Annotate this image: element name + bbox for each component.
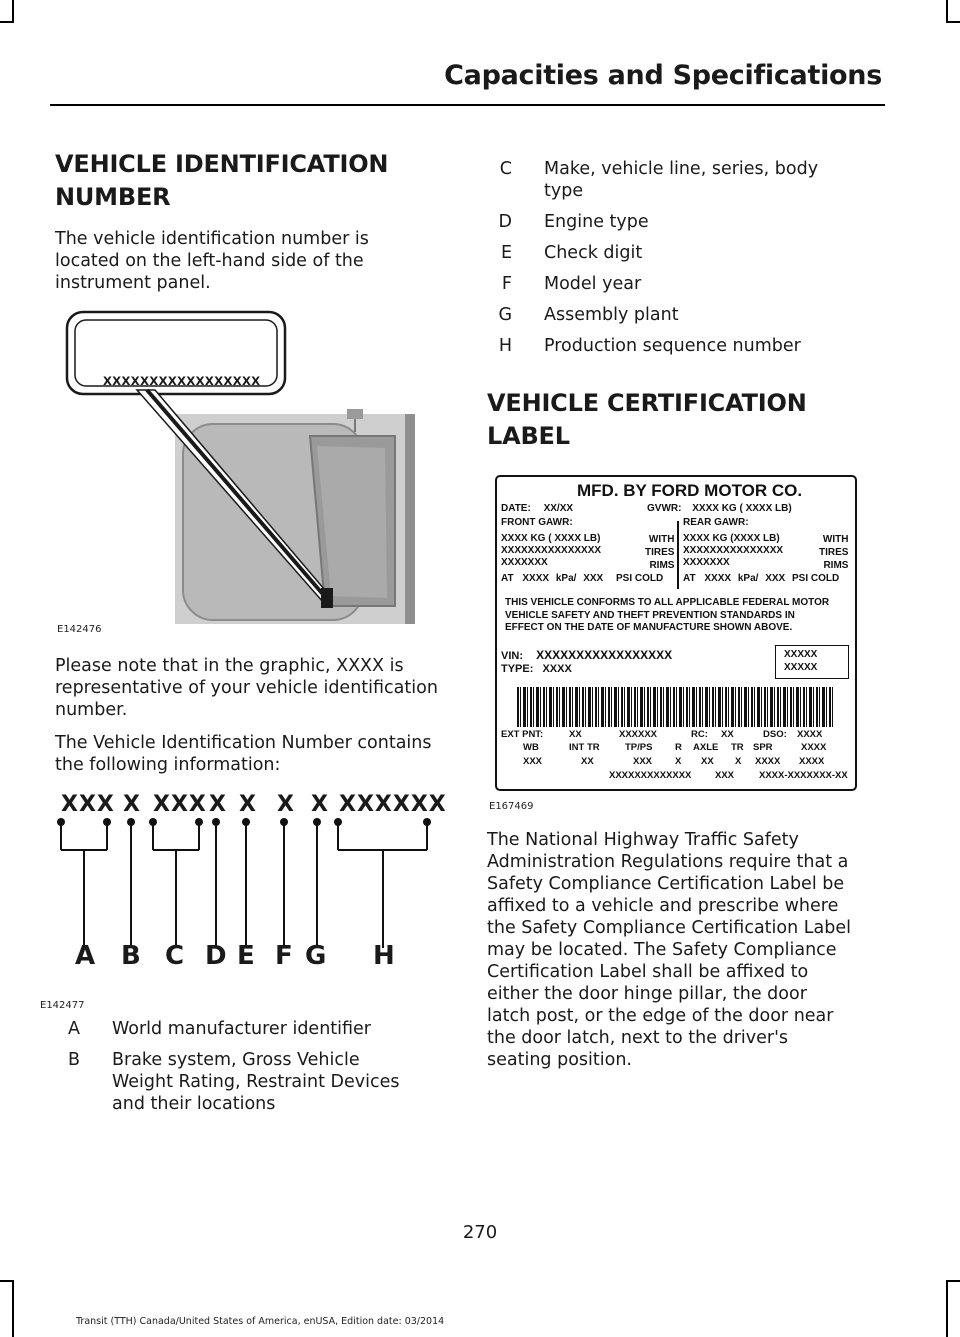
vin-legend-list-right (457, 158, 857, 357)
label-type-value: XXXX (542, 663, 572, 675)
list-text: Production sequence number (544, 336, 801, 356)
crop-mark (0, 21, 14, 23)
label-inttr: INT TR (569, 742, 600, 753)
label-conform-line: THIS VEHICLE CONFORMS TO ALL APPLICABLE FEDERAL MOTOR (505, 597, 830, 608)
label-rc-v: XX (721, 729, 734, 740)
label-tires: TIRES (645, 547, 675, 558)
vin-letter-f: F (275, 941, 293, 971)
label-conform-line: EFFECT ON THE DATE OF MANUFACTURE SHOWN ABOVE. (505, 622, 793, 633)
list-letter: E (500, 243, 512, 263)
certification-label (495, 475, 857, 791)
label-front-rim: XXXXXXX (501, 557, 548, 568)
list-item (457, 211, 857, 233)
page-number: 270 (462, 1222, 498, 1243)
vin-group-h: XXXXXX (339, 792, 447, 817)
label-dso-v: XXXX (797, 729, 823, 740)
label-extpnt-v1: XX (569, 729, 582, 740)
vin-legend-list-left (25, 1018, 450, 1115)
label-rims: RIMS (649, 560, 675, 571)
list-item (25, 1049, 450, 1115)
label-conformance (505, 597, 829, 635)
vin-letter-h: H (373, 941, 395, 971)
list-letter: G (498, 305, 512, 325)
instrument-panel-illustration (55, 306, 415, 636)
vin-letter-d: D (205, 941, 227, 971)
label-rear-kg: XXXX KG (XXXX LB) (683, 533, 780, 544)
label-spr2-v: XXXX (755, 756, 781, 767)
label-type-key: TYPE: (501, 663, 534, 675)
label-vin-value: XXXXXXXXXXXXXXXXX (536, 648, 673, 662)
label-gvwr-value: XXXX KG ( XXXX LB) (692, 503, 792, 514)
label-gvwr-key: GVWR: (647, 503, 682, 514)
cert-heading-line1: VEHICLE CERTIFICATION (487, 389, 807, 417)
label-xxx: XXX (765, 573, 786, 584)
figure-code: E142477 (40, 1000, 85, 1011)
label-bottom-row (501, 770, 855, 784)
label-ext-row (501, 729, 855, 743)
crop-mark (12, 0, 14, 22)
vin-letter-g: G (305, 941, 327, 971)
label-with: WITH (648, 534, 675, 545)
label-tr: TR (731, 742, 744, 753)
label-wb-v: XXX (523, 756, 543, 767)
cert-heading-line2: LABEL (487, 422, 570, 450)
label-extpnt-v2: XXXXXX (619, 729, 658, 740)
list-text: Engine type (544, 212, 649, 232)
list-text: Model year (544, 274, 642, 294)
label-rc: RC: (691, 729, 708, 740)
right-column (487, 158, 857, 1082)
label-rims: RIMS (823, 560, 849, 571)
certification-label-figure (487, 475, 859, 815)
vin-location-paragraph: The vehicle identification number is located on the left-hand side of the instrument panel. (55, 229, 369, 293)
label-date-value: XX/XX (543, 503, 574, 514)
label-tires: TIRES (819, 547, 849, 558)
label-dso: DSO: (763, 729, 787, 740)
list-letter: D (498, 212, 512, 232)
label-xxx: XXX (583, 573, 604, 584)
vin-letter-b: B (121, 941, 141, 971)
vin-heading-line1: VEHICLE IDENTIFICATION (55, 150, 389, 178)
label-date-key: DATE: (501, 503, 531, 514)
list-letter: C (499, 159, 512, 179)
label-bottom3: XXXX-XXXXXXX-XX (759, 770, 848, 781)
label-psi: PSI COLD (616, 573, 664, 584)
label-code-box (775, 645, 849, 679)
label-rear-pressure (683, 573, 853, 585)
crop-mark (0, 1280, 14, 1282)
vin-breakdown-figure (40, 792, 450, 1023)
label-front-tirecol (645, 533, 674, 572)
label-xxxx: XXXX (704, 573, 732, 584)
vin-group-f: X (277, 792, 295, 817)
label-inttr-v: XX (581, 756, 594, 767)
vin-letter-c: C (165, 941, 185, 971)
crop-mark (946, 1280, 948, 1337)
crop-mark (946, 0, 948, 22)
label-psi: PSI COLD (792, 573, 840, 584)
label-kpa: kPa/ (737, 573, 759, 584)
label-r: R (675, 742, 682, 753)
label-at: AT (683, 573, 696, 584)
figure-code: E142476 (57, 624, 102, 635)
left-column (40, 148, 450, 1124)
vin-group-e: X (239, 792, 257, 817)
label-tpps: TP/PS (625, 742, 653, 753)
crop-mark (12, 1280, 14, 1337)
vin-group-g: X (311, 792, 329, 817)
label-wb: WB (523, 742, 539, 753)
label-front-kg: XXXX KG ( XXXX LB) (501, 533, 601, 544)
label-with: WITH (822, 534, 849, 545)
list-item (457, 242, 857, 264)
page-header-title: Capacities and Specifications (444, 60, 882, 91)
label-front-pressure (501, 573, 671, 585)
list-text: Brake system, Gross Vehicle Weight Rating, Restraint Devices and their locations (112, 1050, 400, 1114)
label-kpa: kPa/ (555, 573, 577, 584)
figure-code: E167469 (489, 801, 534, 812)
vin-breakdown-diagram (55, 798, 450, 1008)
label-bottom2: XXX (715, 770, 735, 781)
label-xxxx: XXXX (522, 573, 550, 584)
vin-group-d: X (209, 792, 227, 817)
label-rear-tirecol (819, 533, 848, 572)
cert-paragraph: The National Highway Traffic Safety Administration Regulations require that a Safety Compliance Certification Label be affixed to a vehicle and prescribe where the Safety Compliance Certification Label may be located. The Safety Compliance Certification Label shall be affixed to either the door hinge pillar, the door latch post, or the edge of the door near the door latch, next to the driver's seating position. (487, 830, 851, 1070)
vin-letter-e: E (237, 941, 255, 971)
label-r-v: X (675, 756, 682, 767)
label-extpnt: EXT PNT: (501, 729, 544, 740)
crop-mark (946, 1280, 960, 1282)
label-rear-rim: XXXXXXX (683, 557, 730, 568)
header-rule (50, 104, 885, 106)
vin-heading-line2: NUMBER (55, 183, 171, 211)
label-barcode (517, 687, 833, 727)
label-last-v: XXXX (799, 756, 825, 767)
label-vin-block (501, 649, 672, 676)
label-front-tire: XXXXXXXXXXXXXXX (501, 545, 602, 556)
crop-mark (946, 21, 960, 23)
vin-note-paragraph: Please note that in the graphic, XXXX is representative of your vehicle identification number. (55, 656, 438, 720)
vin-heading (55, 148, 450, 214)
vin-group-b: X (123, 792, 141, 817)
label-bottom1: XXXXXXXXXXXXX (609, 770, 692, 781)
cert-heading (487, 387, 857, 453)
vin-contents-paragraph: The Vehicle Identification Number contains the following information: (55, 733, 432, 775)
label-front-gawr: FRONT GAWR: (501, 517, 573, 528)
footer-edition: Transit (TTH) Canada/United States of America, enUSA, Edition date: 03/2014 (76, 1316, 445, 1327)
list-item (457, 158, 857, 202)
label-gvwr-row (647, 503, 792, 514)
instrument-panel-figure (55, 306, 415, 641)
list-item (457, 273, 857, 295)
vin-group-a: XXX (61, 792, 115, 817)
label-value-row (501, 756, 855, 770)
label-vin-key: VIN: (501, 650, 523, 662)
label-axle: AXLE (693, 742, 719, 753)
list-item (457, 304, 857, 326)
list-text: Assembly plant (544, 305, 679, 325)
label-rear-tire: XXXXXXXXXXXXXXX (683, 545, 784, 556)
label-box-line: XXXXX (784, 662, 818, 673)
label-date-row (501, 503, 573, 514)
list-letter: A (68, 1019, 80, 1039)
label-conform-line: VEHICLE SAFETY AND THEFT PREVENTION STANDARDS IN (505, 609, 795, 621)
label-spr-v: XXXX (801, 742, 827, 753)
label-title: MFD. BY FORD MOTOR CO. (577, 481, 803, 500)
list-item (457, 335, 857, 357)
vin-placeholder-text: XXXXXXXXXXXXXXXXX (103, 374, 261, 388)
label-axle-v: XX (701, 756, 714, 767)
list-text: Check digit (544, 243, 643, 263)
vin-letter-a: A (75, 941, 96, 971)
list-text: Make, vehicle line, series, body type (544, 159, 819, 201)
label-divider (677, 521, 679, 589)
label-spr: SPR (753, 742, 773, 753)
label-box-line: XXXXX (784, 649, 818, 660)
label-tr-v: X (735, 756, 742, 767)
list-letter: B (67, 1050, 80, 1070)
list-letter: H (498, 336, 512, 356)
label-at: AT (501, 573, 514, 584)
vin-group-c: XXX (153, 792, 207, 817)
list-text: World manufacturer identifier (112, 1019, 371, 1039)
label-rear-gawr: REAR GAWR: (683, 517, 749, 528)
label-spec-row (501, 742, 855, 756)
list-letter: F (501, 274, 512, 294)
label-tpps-v: XXX (633, 756, 653, 767)
